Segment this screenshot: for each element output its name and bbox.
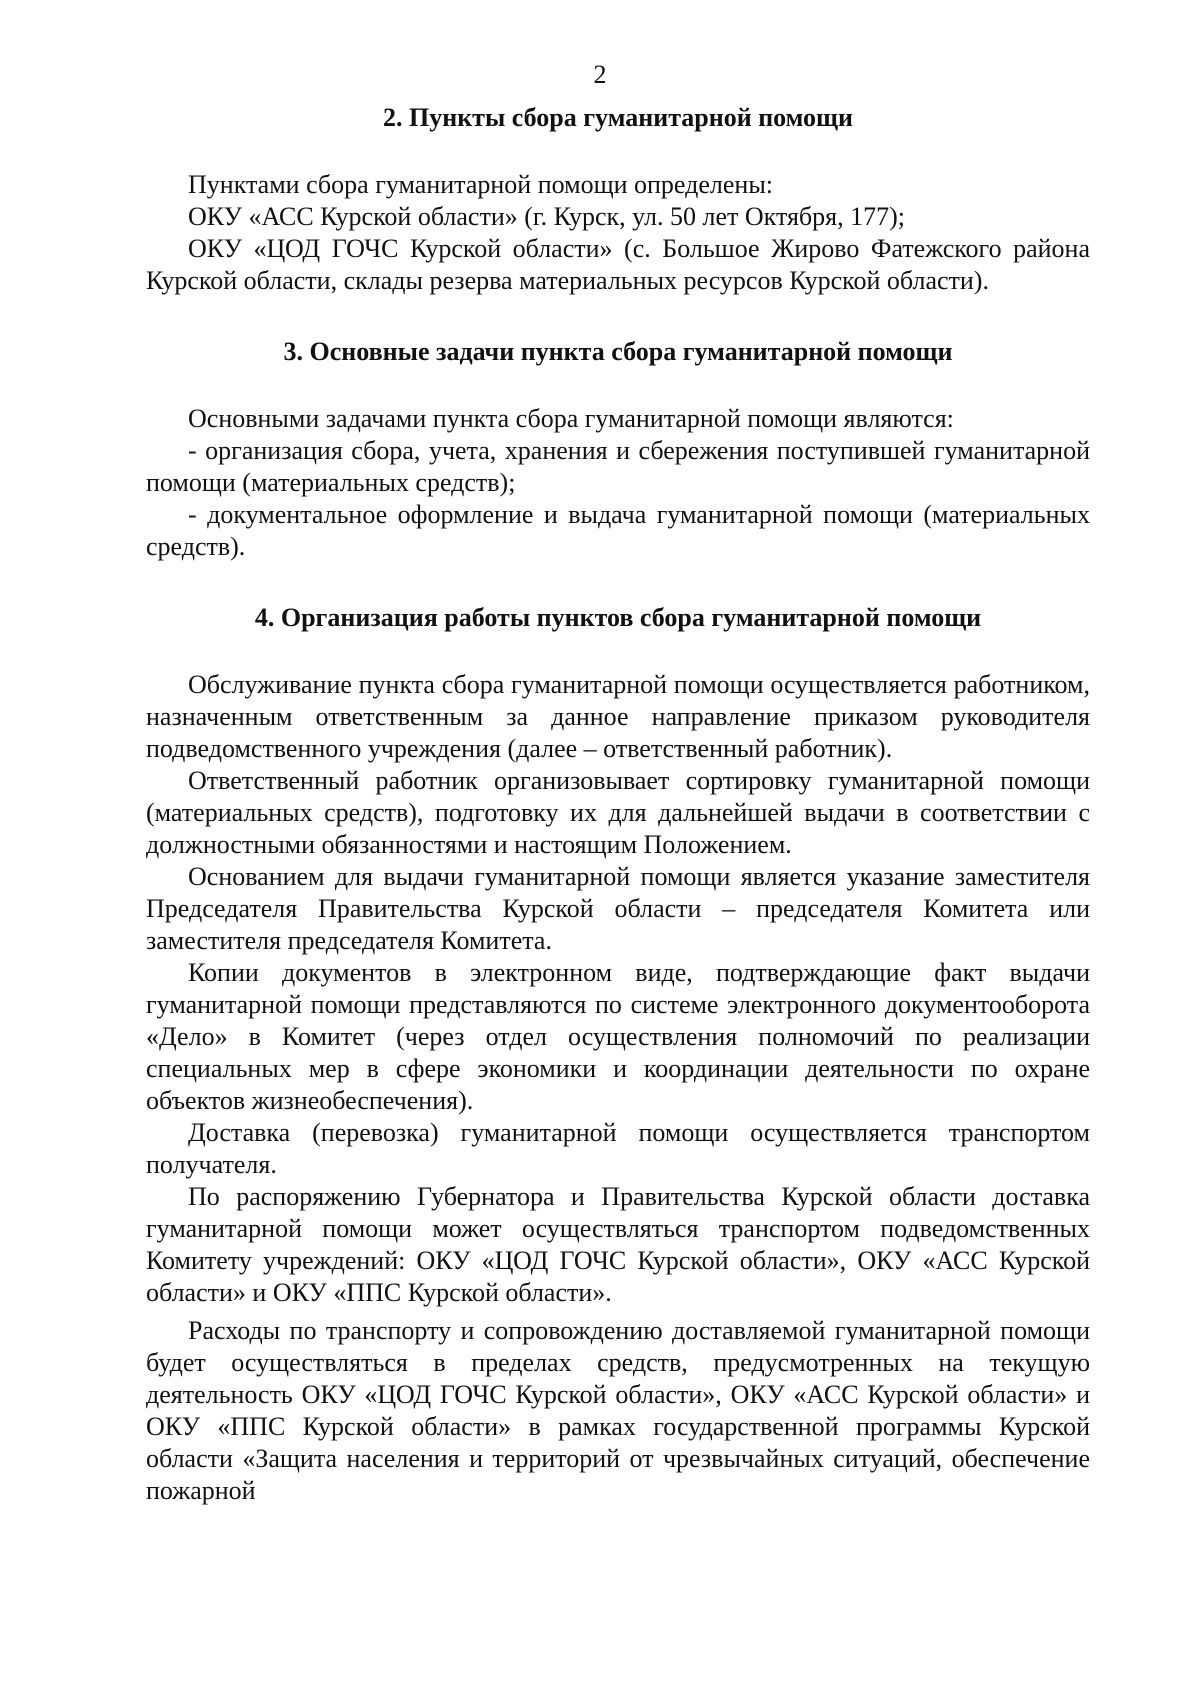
section-heading-4: 4. Организация работы пунктов сбора гуманитарной помощи — [254, 603, 982, 632]
page-number: 2 — [593, 60, 607, 89]
document-body — [146, 103, 1090, 1507]
paragraph: Ответственный работник организовывает сортировку гуманитарной помощи (материальных средств), подготовку их для дальнейшей выдачи в соответствии с должностными обязанностями и настоящим Положением. — [146, 766, 1090, 859]
paragraph: Обслуживание пункта сбора гуманитарной помощи осуществляется работником, назначенным ответственным за данное направление приказом руководителя подведомственного учреждения (далее – ответственный работник). — [146, 670, 1090, 763]
paragraph: Пунктами сбора гуманитарной помощи определены: — [188, 170, 774, 199]
paragraph: Основанием для выдачи гуманитарной помощи является указание заместителя Председателя Правительства Курской области – председателя Комитета или заместителя председателя Комитета. — [146, 862, 1090, 955]
paragraph: Расходы по транспорту и сопровождению доставляемой гуманитарной помощи будет осуществляться в пределах средств, предусмотренных на текущую деятельность ОКУ «ЦОД ГОЧС Курской области», ОКУ «АСС Курской области» и ОКУ «ППС Курской области» в рамках государственной программы Курской области «Защита населения и территорий от чрезвычайных ситуаций, обеспечение пожарной — [146, 1316, 1090, 1505]
section-heading-3: 3. Основные задачи пункта сбора гуманитарной помощи — [283, 337, 953, 366]
paragraph: Копии документов в электронном виде, подтверждающие факт выдачи гуманитарной помощи представляются по системе электронного документооборота «Дело» в Комитет (через отдел осуществления полномочий по реализации специальных мер в сфере экономики и координации деятельности по охране объектов жизнеобеспечения). — [146, 958, 1090, 1115]
paragraph: ОКУ «ЦОД ГОЧС Курской области» (с. Большое Жирово Фатежского района Курской области, склады резерва материальных ресурсов Курской области). — [146, 234, 1090, 295]
paragraph: Доставка (перевозка) гуманитарной помощи осуществляется транспортом получателя. — [146, 1118, 1090, 1179]
paragraph: ОКУ «АСС Курской области» (г. Курск, ул. 50 лет Октября, 177); — [188, 202, 906, 231]
paragraph: - документальное оформление и выдача гуманитарной помощи (материальных средств). — [146, 500, 1090, 561]
paragraph: По распоряжению Губернатора и Правительства Курской области доставка гуманитарной помощи может осуществляться транспортом подведомственных Комитету учреждений: ОКУ «ЦОД ГОЧС Курской области», ОКУ «АСС Курской области» и ОКУ «ППС Курской области». — [146, 1182, 1090, 1307]
paragraph: Основными задачами пункта сбора гуманитарной помощи являются: — [188, 404, 954, 433]
paragraph: - организация сбора, учета, хранения и сбережения поступившей гуманитарной помощи (материальных средств); — [146, 436, 1090, 497]
section-heading-2: 2. Пункты сбора гуманитарной помощи — [383, 103, 853, 132]
